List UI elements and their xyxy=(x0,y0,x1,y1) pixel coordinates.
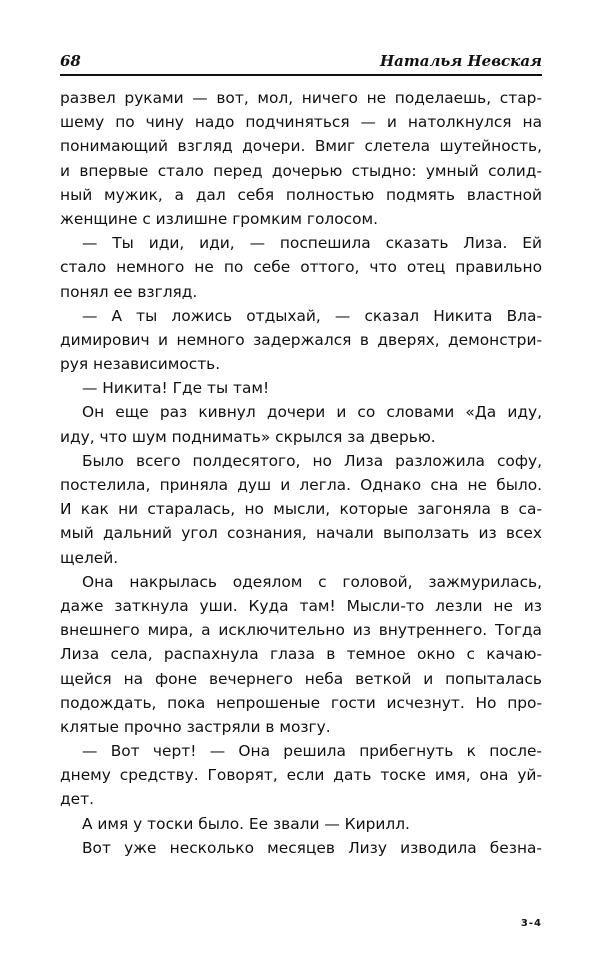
text-line: щелей. xyxy=(60,548,119,567)
text-line: и впервые стало перед дочерью стыдно: умный солид- xyxy=(60,161,542,180)
printer-signature: 3-4 xyxy=(520,918,542,929)
text-line: димирович и немного задержался в дверях, демонстри- xyxy=(60,330,542,349)
text-line: И как ни старалась, но мысли, которые загоняла в са- xyxy=(60,500,542,519)
text-line: иду, что шум поднимать» скрылся за дверью. xyxy=(60,427,436,446)
page-number: 68 xyxy=(60,52,81,70)
text-line: даже заткнула уши. Куда там! Мысли-то лезли не из xyxy=(60,596,542,615)
text-line: Лиза села, распахнула глаза в темное окно с качаю- xyxy=(60,645,542,664)
text-line: постелила, приняла душ и легла. Однако сна не было. xyxy=(60,476,542,494)
text-line: А имя у тоски было. Ее звали — Кирилл. xyxy=(82,814,410,833)
text-line: клятые прочно застряли в мозгу. xyxy=(60,717,331,736)
text-line: днему средству. Говорят, если дать тоске имя, она уй- xyxy=(60,766,542,785)
body-text xyxy=(60,86,542,860)
text-line: шему по чину надо подчиняться — и натолкнулся на xyxy=(60,113,542,132)
text-line: — Вот черт! — Она решила прибегнуть к после- xyxy=(82,742,542,761)
text-line: руя независимость. xyxy=(60,355,221,374)
text-line: Она накрылась одеялом с головой, зажмурилась, xyxy=(82,572,542,591)
text-line: понял ее взгляд. xyxy=(60,282,198,301)
text-line: женщине с излишне громким голосом. xyxy=(60,209,379,228)
text-line: понимающий взгляд дочери. Вмиг слетела шутейность, xyxy=(60,137,542,156)
text-line: подождать, пока непрошеные гости исчезнут. Но про- xyxy=(60,693,542,712)
text-line: дет. xyxy=(60,790,94,809)
text-line: стало немного не по себе оттого, что отец правильно xyxy=(60,258,542,277)
text-line: развел руками — вот, мол, ничего не поделаешь, стар- xyxy=(60,89,542,107)
running-title: Наталья Невская xyxy=(379,52,542,70)
text-line: — Никита! Где ты там! xyxy=(82,379,270,398)
page-header xyxy=(60,52,542,76)
text-line: Он еще раз кивнул дочери и со словами «Да иду, xyxy=(82,403,542,422)
text-line: — Ты иди, иди, — поспешила сказать Лиза. Ей xyxy=(82,234,542,253)
text-line: мый дальний угол сознания, начали выползать из всех xyxy=(60,524,542,543)
text-line: внешнего мира, а исключительно из внутреннего. Тогда xyxy=(60,621,542,640)
text-line: ный мужик, а дал себя полностью подмять властной xyxy=(60,185,542,204)
text-line: щейся на фоне вечернего неба веткой и попыталась xyxy=(60,669,542,688)
text-line: Было всего полдесятого, но Лиза разложила софу, xyxy=(82,451,542,470)
text-line: Вот уже несколько месяцев Лизу изводила безна- xyxy=(82,838,542,857)
text-line: — А ты ложись отдыхай, — сказал Никита Вла- xyxy=(82,306,542,325)
